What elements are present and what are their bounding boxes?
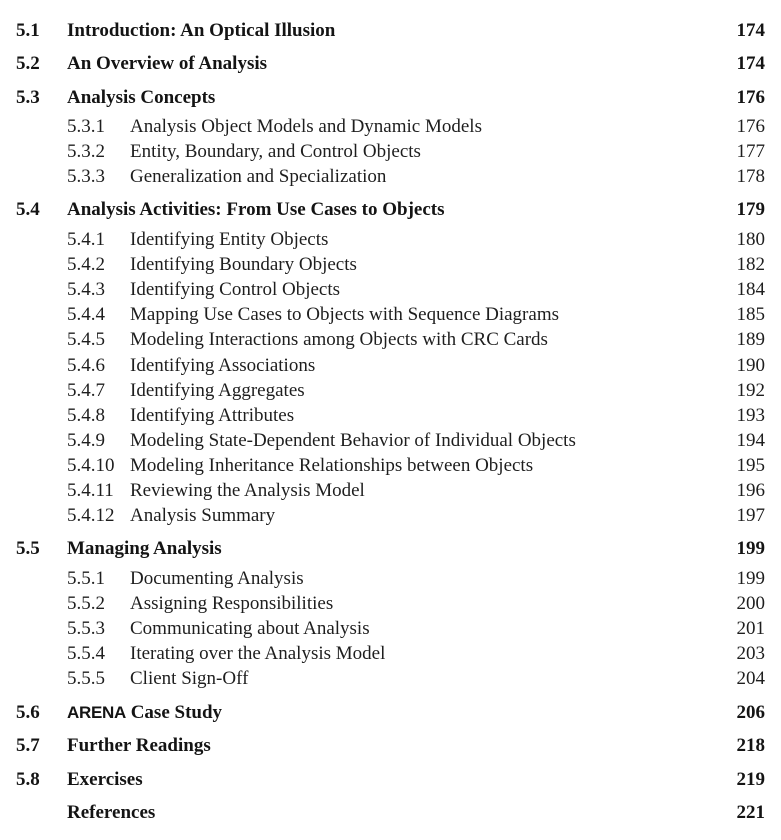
section-title: Further Readings [67,735,211,756]
subsection-title: Documenting Analysis [130,568,304,589]
subsection-number: 5.4.6 [67,355,105,376]
page-number: 218 [736,735,765,756]
page-number: 197 [736,505,765,526]
subsection-title: Identifying Boundary Objects [130,254,357,275]
toc-entry-references[interactable] [0,801,781,825]
toc-entry-5-5-1[interactable] [0,567,781,591]
page-number: 193 [736,405,765,426]
subsection-number: 5.4.7 [67,380,105,401]
subsection-title: Assigning Responsibilities [130,593,334,614]
page-number: 177 [736,141,765,162]
section-number: 5.8 [16,769,40,790]
toc-entry-5-7[interactable] [0,734,781,758]
page-number: 203 [736,643,765,664]
subsection-number: 5.5.3 [67,618,105,639]
toc-entry-5-4-10[interactable] [0,454,781,478]
page-number: 194 [736,430,765,451]
subsection-number: 5.4.11 [67,480,114,501]
subsection-title: Reviewing the Analysis Model [130,480,365,501]
subsection-number: 5.5.4 [67,643,105,664]
subsection-number: 5.4.1 [67,229,105,250]
subsection-title: Identifying Entity Objects [130,229,329,250]
toc-entry-5-3[interactable] [0,86,781,110]
page-number: 176 [736,87,765,108]
page-number: 206 [736,702,765,723]
subsection-title: Modeling Interactions among Objects with CRC Cards [130,329,548,350]
arena-name: ARENA [67,703,126,722]
subsection-number: 5.4.2 [67,254,105,275]
toc-entry-5-4-2[interactable] [0,253,781,277]
subsection-title: Modeling State-Dependent Behavior of Individual Objects [130,430,576,451]
subsection-title: Generalization and Specialization [130,166,387,187]
toc-entry-5-4-3[interactable] [0,278,781,302]
section-title: Analysis Activities: From Use Cases to Objects [67,199,445,220]
section-title [67,701,222,725]
section-title: An Overview of Analysis [67,53,268,74]
subsection-title: Iterating over the Analysis Model [130,643,386,664]
toc-entry-5-5-5[interactable] [0,667,781,691]
section-number: 5.4 [16,199,40,220]
subsection-title: Identifying Attributes [130,405,295,426]
toc-entry-5-4-5[interactable] [0,328,781,352]
toc-entry-5-6[interactable] [0,701,781,725]
toc-entry-5-4-6[interactable] [0,354,781,378]
page-number: 199 [736,538,765,559]
toc-entry-5-4-8[interactable] [0,404,781,428]
subsection-title: Identifying Associations [130,355,316,376]
toc-entry-5-4-9[interactable] [0,429,781,453]
toc-entry-5-3-2[interactable] [0,140,781,164]
page-number: 180 [736,229,765,250]
toc-entry-5-4-7[interactable] [0,379,781,403]
subsection-number: 5.4.3 [67,279,105,300]
subsection-title: Identifying Control Objects [130,279,341,300]
page-number: 196 [736,480,765,501]
subsection-title: Entity, Boundary, and Control Objects [130,141,421,162]
section-number: 5.7 [16,735,40,756]
page-number: 178 [736,166,765,187]
page-number: 201 [736,618,765,639]
toc-entry-5-4-4[interactable] [0,303,781,327]
page-number: 192 [736,380,765,401]
subsection-number: 5.4.5 [67,329,105,350]
page-number: 219 [736,769,765,790]
subsection-number: 5.5.5 [67,668,105,689]
section-number: 5.6 [16,702,40,723]
page-number: 179 [736,199,765,220]
subsection-number: 5.5.2 [67,593,105,614]
subsection-number: 5.4.10 [67,455,115,476]
section-title: Managing Analysis [67,538,222,559]
page-number: 189 [736,329,765,350]
toc-entry-5-2[interactable] [0,52,781,76]
toc-entry-5-5[interactable] [0,537,781,561]
subsection-title: Identifying Aggregates [130,380,305,401]
subsection-number: 5.3.2 [67,141,105,162]
page-number: 174 [736,53,765,74]
subsection-title: Client Sign-Off [130,668,249,689]
page-number: 190 [736,355,765,376]
subsection-number: 5.4.9 [67,430,105,451]
page-number: 200 [736,593,765,614]
toc-entry-5-5-4[interactable] [0,642,781,666]
subsection-number: 5.3.3 [67,166,105,187]
page-number: 204 [736,668,765,689]
section-number: 5.3 [16,87,40,108]
page-number: 182 [736,254,765,275]
toc-entry-5-4-12[interactable] [0,504,781,528]
toc-entry-5-5-3[interactable] [0,617,781,641]
page-number: 195 [736,455,765,476]
subsection-number: 5.4.8 [67,405,105,426]
toc-entry-5-1[interactable] [0,19,781,43]
subsection-number: 5.4.12 [67,505,115,526]
subsection-title: Analysis Object Models and Dynamic Models [130,116,482,137]
section-title-rest: Case Study [130,702,223,723]
page-number: 185 [736,304,765,325]
subsection-title: Communicating about Analysis [130,618,370,639]
subsection-title: Modeling Inheritance Relationships between Objects [130,455,534,476]
toc-entry-5-8[interactable] [0,768,781,792]
page-number: 174 [736,20,765,41]
section-title: Exercises [67,769,143,790]
subsection-title: Analysis Summary [130,505,276,526]
section-title: References [67,802,156,823]
toc-entry-5-4-11[interactable] [0,479,781,503]
toc-entry-5-3-3[interactable] [0,165,781,189]
subsection-number: 5.4.4 [67,304,105,325]
section-title: Analysis Concepts [67,87,216,108]
page-number: 199 [736,568,765,589]
page-number: 221 [736,802,765,823]
subsection-number: 5.5.1 [67,568,105,589]
section-number: 5.2 [16,53,40,74]
subsection-title: Mapping Use Cases to Objects with Sequence Diagrams [130,304,559,325]
toc-entry-5-4-1[interactable] [0,228,781,252]
toc-entry-5-3-1[interactable] [0,115,781,139]
toc-entry-5-4[interactable] [0,198,781,222]
page-number: 184 [736,279,765,300]
section-title: Introduction: An Optical Illusion [67,20,336,41]
section-number: 5.5 [16,538,40,559]
page-number: 176 [736,116,765,137]
section-number: 5.1 [16,20,40,41]
subsection-number: 5.3.1 [67,116,105,137]
toc-entry-5-5-2[interactable] [0,592,781,616]
